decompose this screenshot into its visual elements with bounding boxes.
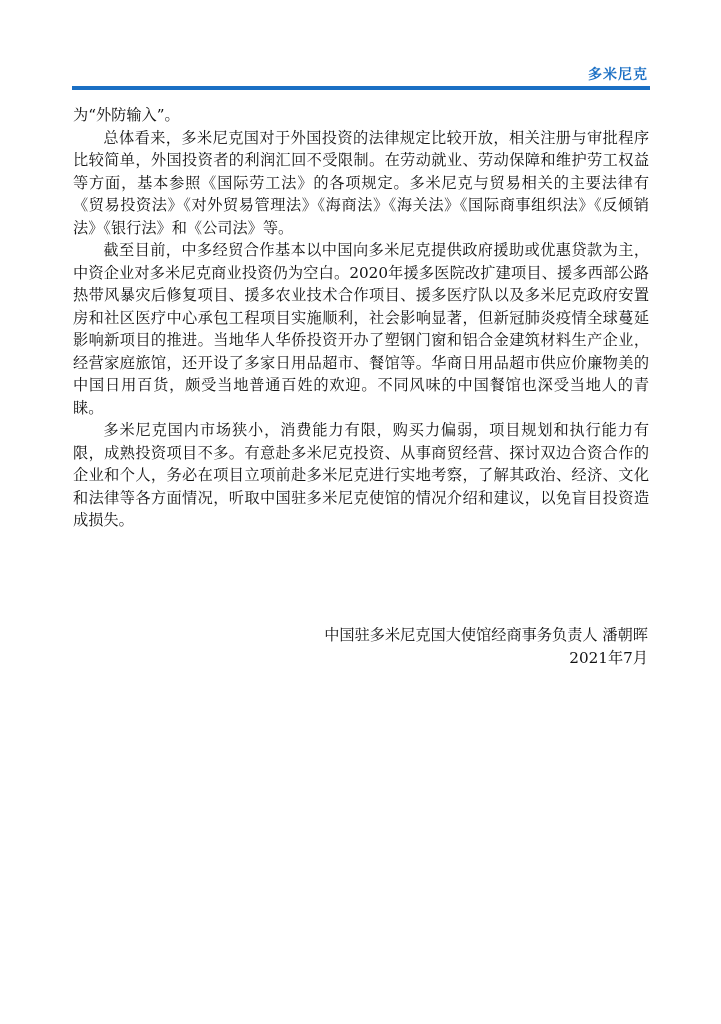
body-text (73, 104, 649, 532)
paragraph-economic-cooperation: 截至目前，中多经贸合作基本以中国向多米尼克提供政府援助或优惠贷款为主，中资企业对多米尼克商业投资仍为空白。2020年援多医院改扩建项目、援多西部公路热带风暴灾后修复项目、援多农业技术合作项目、援多医疗队以及多米尼克政府安置房和社区医疗中心承包工程项目实施顺利，社会影响显著，但新冠肺炎疫情全球蔓延影响新项目的推进。当地华人华侨投资开办了塑钢门窗和铝合金建筑材料生产企业，经营家庭旅馆，还开设了多家日用品超市、餐馆等。华商日用品超市供应价廉物美的中国日用百货，颇受当地普通百姓的欢迎。不同风味的中国餐馆也深受当地人的青睐。 (73, 241, 649, 417)
signature-author: 中国驻多米尼克国大使馆经商事务负责人 潘朝晖 (324, 626, 648, 644)
paragraph-investment-advice: 多米尼克国内市场狭小，消费能力有限，购买力偏弱，项目规划和执行能力有限，成熟投资项目不多。有意赴多米尼克投资、从事商贸经营、探讨双边合资合作的企业和个人，务必在项目立项前赴多米尼克进行实地考察，了解其政治、经济、文化和法律等各方面情况，听取中国驻多米尼克使馆的情况介绍和建议，以免盲目投资造成损失。 (73, 421, 649, 529)
signature-block (324, 624, 648, 670)
paragraph-legal-framework: 总体看来，多米尼克国对于外国投资的法律规定比较开放，相关注册与审批程序比较简单，外国投资者的利润汇回不受限制。在劳动就业、劳动保障和维护劳工权益等方面，基本参照《国际劳工法》的各项规定。多米尼克与贸易相关的主要法律有《贸易投资法》《对外贸易管理法》《海商法》《海关法》《国际商事组织法》《反倾销法》《银行法》和《公司法》等。 (73, 128, 649, 237)
running-header-title: 多米尼克 (588, 67, 648, 83)
paragraph-continuation: 为“外防输入”。 (73, 106, 180, 124)
signature-date: 2021年7月 (569, 649, 648, 667)
header-divider (72, 86, 650, 90)
